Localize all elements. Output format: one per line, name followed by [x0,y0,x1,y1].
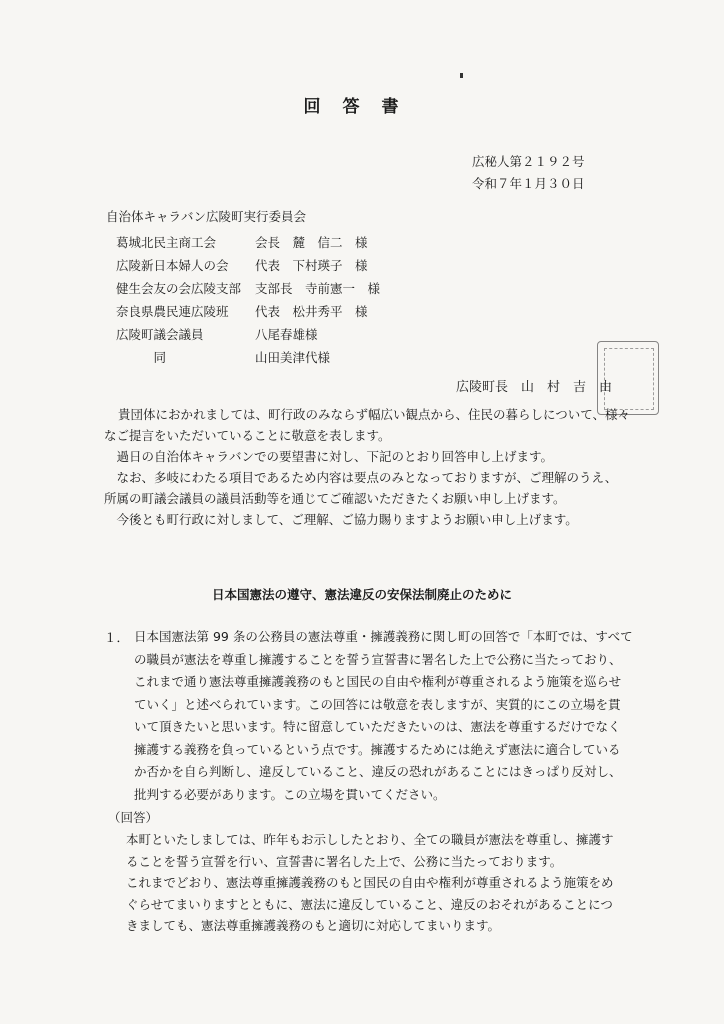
intro-paragraph [104,404,704,530]
answer-line: 本町といたしましては、昨年もお示ししたとおり、全ての職員が憲法を尊重し、擁護す [126,832,614,847]
sender-signature: 広陵町長 山 村 吉 由 [456,380,613,395]
recipient-org: 健生会友の会広陵支部 [116,281,242,296]
request-line: 日本国憲法第 99 条の公務員の憲法尊重・擁護義務に関し町の回答で「本町では、すべて [134,629,633,644]
request-item [134,626,633,806]
request-line: 批判する必要があります。この立場を貫いてください。 [134,786,446,802]
document-date: 令和７年１月３０日 [472,176,585,191]
recipient-name: 八尾春雄様 [255,327,318,342]
document-number: 広秘人第２１９２号 [472,154,585,169]
intro-line: なお、多岐にわたる項目であるため内容は要点のみとなっておりますが、ご理解のうえ、 [104,470,618,485]
intro-line: 過日の自治体キャラバンでの要望書に対し、下記のとおり回答申し上げます。 [104,449,554,464]
intro-line: 所属の町議会議員の議員活動等を通じてご確認いただきたくお願い申し上げます。 [104,491,566,506]
recipient-org: 同 [116,350,167,365]
intro-line: 貴団体におかれましては、町行政のみならず幅広い観点から、住民の暮らしについて、様々 [118,407,631,422]
answer-text [126,829,614,937]
recipient-org: 葛城北民主商工会 [116,235,217,250]
recipient-org: 奈良県農民連広陵班 [116,304,229,319]
recipient-name: 山田美津代様 [255,350,331,365]
answer-label: （回答） [108,810,159,825]
intro-line: なご提言をいただいていることに敬意を表します。 [104,428,391,443]
answer-line: きましても、憲法尊重擁護義務のもと適切に対応してまいります。 [126,918,501,933]
item-number: １． [104,630,130,645]
recipient-org: 広陵町議会議員 [116,327,204,342]
answer-line: ぐらせてまいりますとともに、憲法に違反していること、違反のおそれがあることにつ [126,896,613,912]
recipient-name: 会長 麓 信二 様 [255,235,368,250]
scan-speck [460,73,463,78]
request-line: か否かを自ら判断し、違反していること、違反の恐れがあることにはきっぱり反対し、 [134,764,622,779]
request-line: いて頂きたいと思います。特に留意していただきたいのは、憲法を尊重するだけでなく [134,719,621,734]
recipient-name: 代表 松井秀平 様 [255,304,368,319]
request-line: これまで通り憲法尊重擁護義務のもと国民の自由や権利が尊重されるよう施策を巡らせ [134,674,622,689]
seal-inner-border [604,348,654,410]
recipient-org: 広陵新日本婦人の会 [116,258,229,273]
answer-line: これまでどおり、憲法尊重擁護義務のもと国民の自由や権利が尊重されるよう施策をめ [126,875,614,890]
page-title: 回答書 [303,97,421,117]
answer-line: ることを誓う宣誓を行い、宣誓書に署名した上で、公務に当たっております。 [126,853,563,869]
request-line: ていく」と述べられています。この回答には敬意を表しますが、実質的にこの立場を貫 [134,696,621,712]
request-line: 擁護する義務を負っているという点です。擁護するためには絶えず憲法に適合している [134,741,621,757]
section-title: 日本国憲法の遵守、憲法違反の安保法制廃止のために [211,587,512,602]
recipients-header: 自治体キャラバン広陵町実行委員会 [106,209,307,224]
recipient-name: 代表 下村瑛子 様 [255,258,368,273]
request-line: の職員が憲法を尊重し擁護することを誓う宣誓書に署名した上で公務に当たっており、 [134,651,622,667]
intro-line: 今後とも町行政に対しまして、ご理解、ご協力賜りますようお願い申し上げます。 [104,512,578,527]
recipient-name: 支部長 寺前憲一 様 [255,281,381,296]
